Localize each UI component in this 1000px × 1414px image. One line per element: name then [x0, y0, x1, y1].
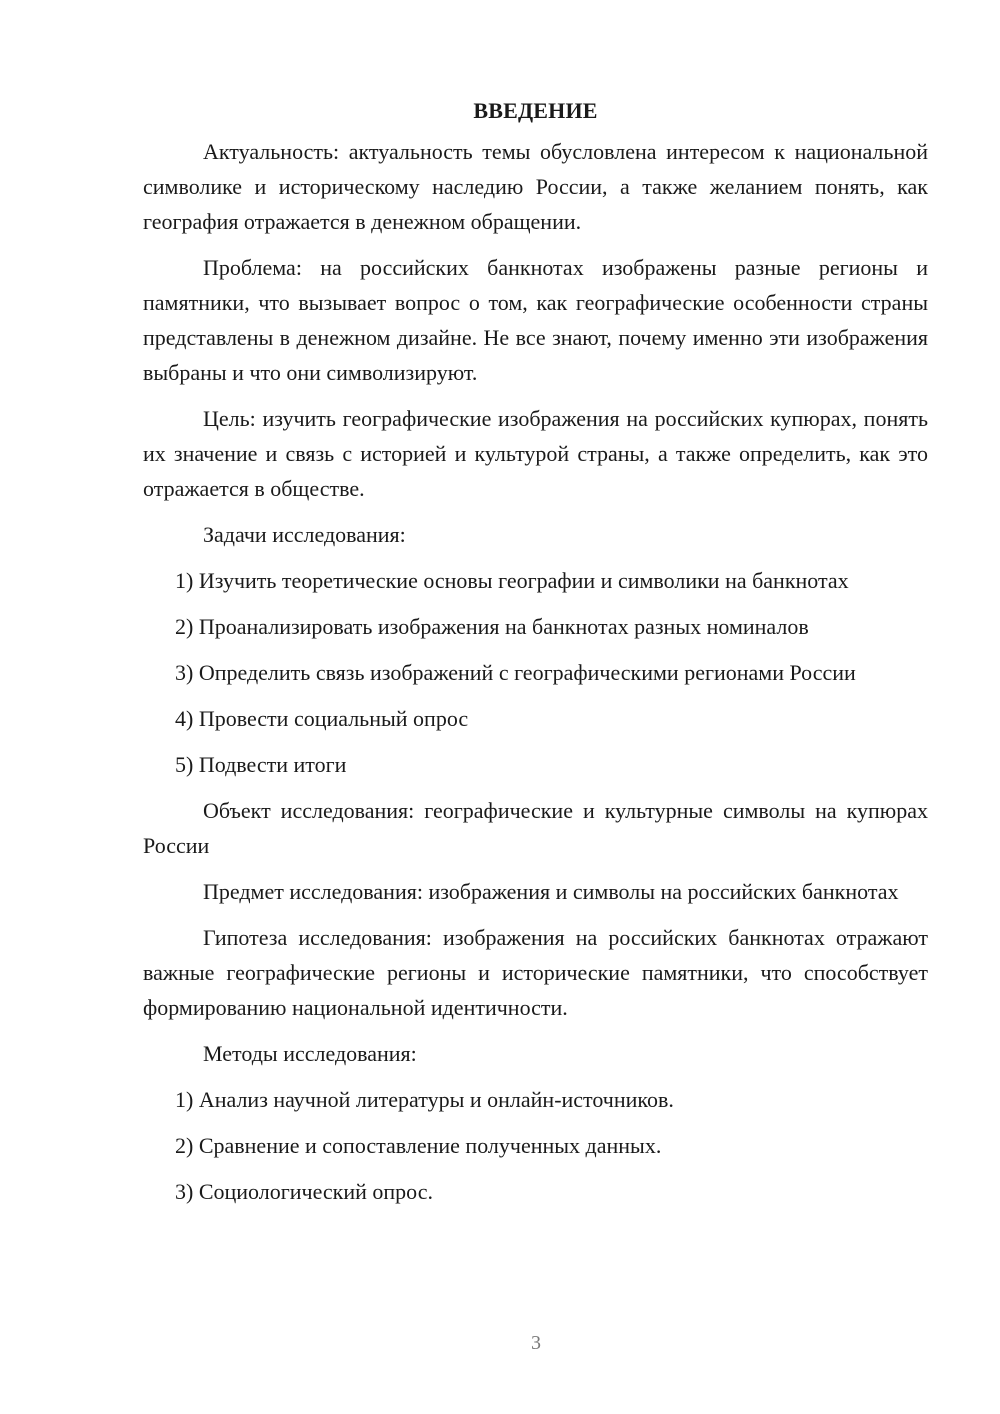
page-title: ВВЕДЕНИЕ — [473, 98, 598, 123]
method-item-1: 1) Анализ научной литературы и онлайн-источников. — [175, 1087, 674, 1112]
task-item-5: 5) Подвести итоги — [175, 752, 347, 777]
task-item-4: 4) Провести социальный опрос — [175, 706, 469, 731]
task-item-1: 1) Изучить теоретические основы географии и символики на банкнотах — [175, 568, 849, 593]
task-item-3: 3) Определить связь изображений с географическими регионами России — [175, 660, 856, 685]
hypothesis-paragraph: Гипотеза исследования: изображения на российских банкнотах отражают важные географические регионы и исторические памятники, что способствует формированию национальной идентичности. — [143, 925, 928, 1020]
page-number: 3 — [531, 1332, 541, 1354]
methods-heading: Методы исследования: — [203, 1041, 417, 1066]
goal-paragraph: Цель: изучить географические изображения на российских купюрах, понять их значение и связь с историей и культурой страны, а также определить, как это отражается в обществе. — [143, 406, 928, 501]
method-item-3: 3) Социологический опрос. — [175, 1179, 433, 1204]
task-item-2: 2) Проанализировать изображения на банкнотах разных номиналов — [175, 614, 809, 639]
problem-paragraph: Проблема: на российских банкнотах изображены разные регионы и памятники, что вызывает вопрос о том, как географические особенности страны представлены в денежном дизайне. Не все знают, почему именно эти изображения выбраны и что они символизируют. — [143, 255, 928, 385]
subject-paragraph: Предмет исследования: изображения и символы на российских банкнотах — [203, 879, 899, 904]
relevance-paragraph: Актуальность: актуальность темы обусловлена интересом к национальной символике и историческому наследию России, а также желанием понять, как география отражается в денежном обращении. — [143, 139, 928, 234]
method-item-2: 2) Сравнение и сопоставление полученных данных. — [175, 1133, 662, 1158]
object-paragraph: Объект исследования: географические и культурные символы на купюрах России — [143, 798, 928, 858]
tasks-heading: Задачи исследования: — [203, 522, 406, 547]
